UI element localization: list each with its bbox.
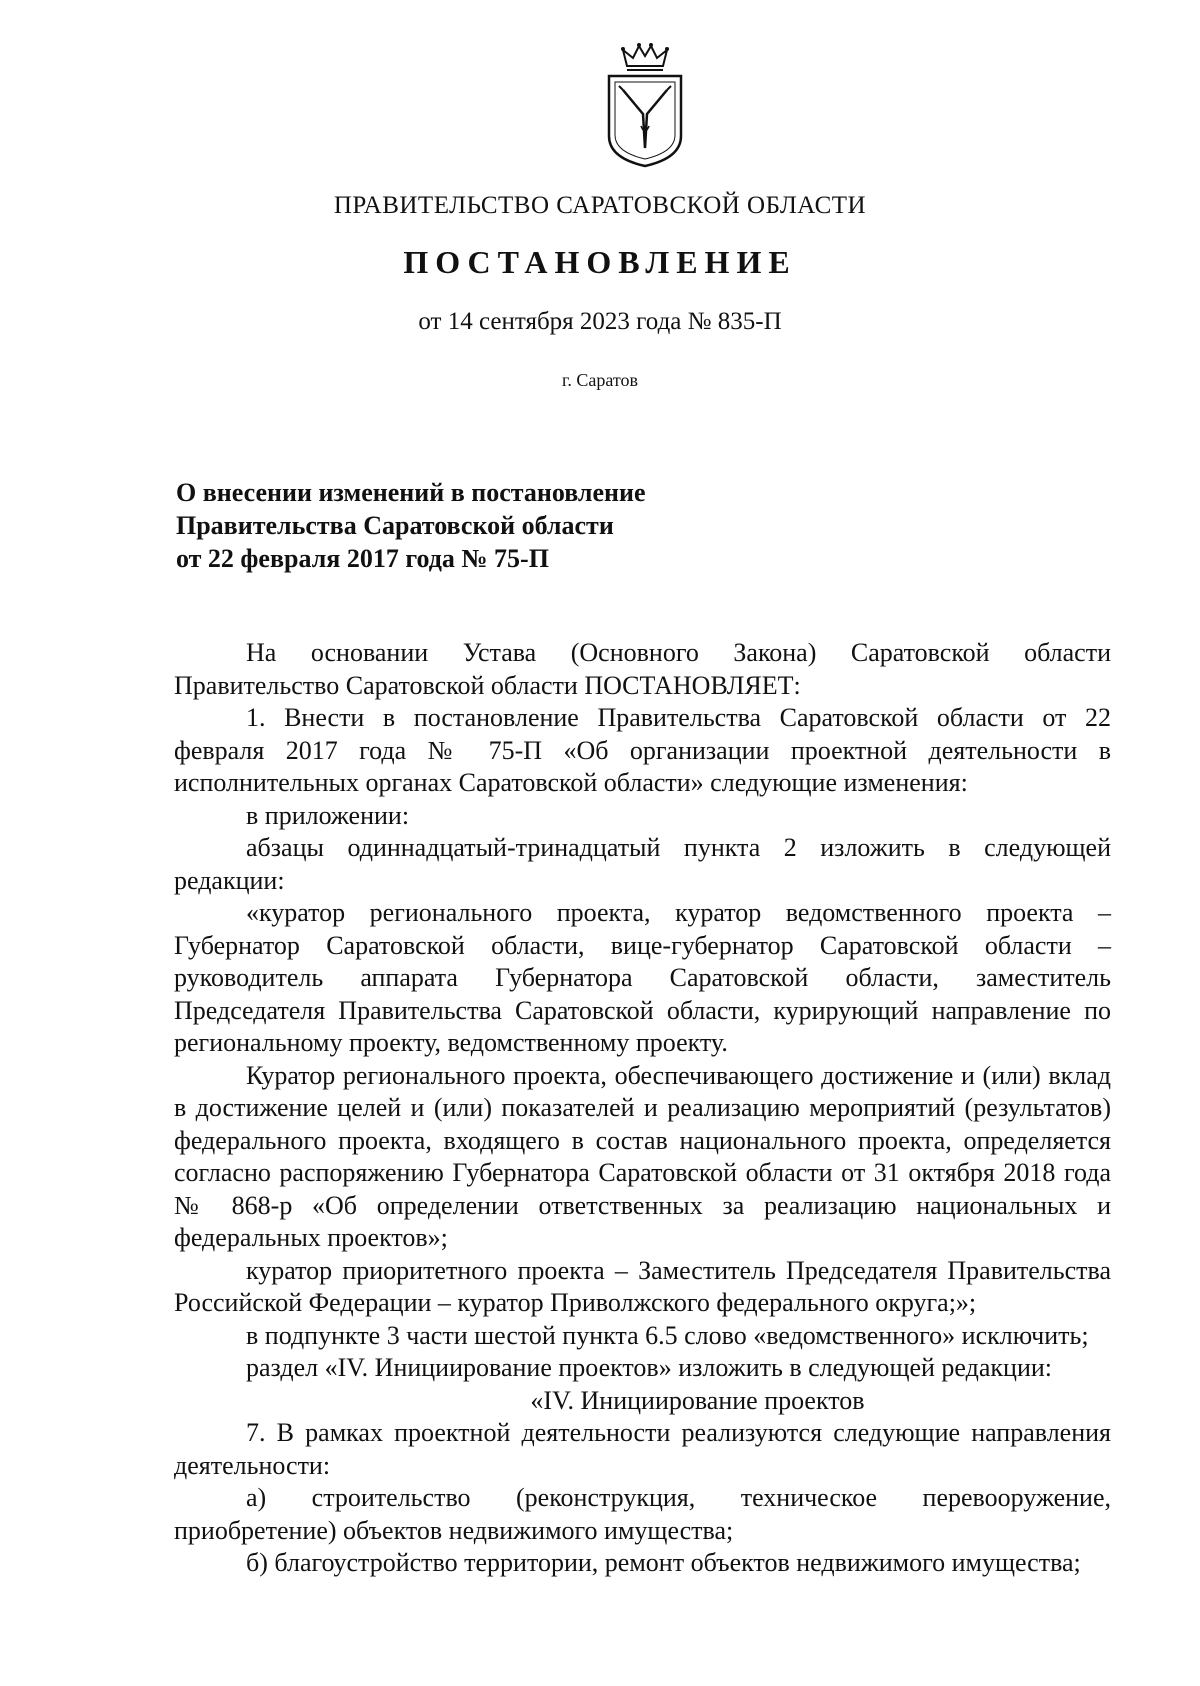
paragraph-curator: «куратор регионального проекта, куратор ведомственного проекта – Губернатор Саратовской области, вице-губернатор Саратовской области – руководитель аппарата Губернатора Саратовской области, заместитель Председателя Правительства Саратовской области, курирующий направление по региональному проекту, ведомственному проекту. <box>174 898 1111 1057</box>
paragraph-curator-regional: Куратор регионального проекта, обеспечивающего достижение и (или) вклад в достижение целей и (или) показателей и реализацию мероприятий (результатов) федерального проекта, входящего в состав национального проекта, определяется согласно распоряжению Губернатора Саратовской области от 31 октября 2018 года № 868-р «Об определении ответственных за реализацию национальных и федеральных проектов»; <box>174 1060 1111 1252</box>
paragraph-subitem-3: в подпункте 3 части шестой пункта 6.5 слово «ведомственного» исключить; <box>246 1320 1089 1350</box>
paragraph-section-iv: раздел «IV. Инициирование проектов» изложить в следующей редакции: <box>246 1353 1052 1382</box>
paragraph-item-a: а) строительство (реконструкция, техническое перевооружение, приобретение) объектов недвижимого имущества; <box>174 1483 1111 1545</box>
paragraph-curator-priority: куратор приоритетного проекта – Заместитель Председателя Правительства Российской Федерации – куратор Приволжского федерального округа;»; <box>174 1255 1111 1317</box>
paragraph-item-1: 1. Внести в постановление Правительства Саратовской области от 22 февраля 2017 года № 75-П «Об организации проектной деятельности в исполнительных органах Саратовской области» следующие изменения: <box>174 703 1111 797</box>
document-date-number: от 14 сентября 2023 года № 835-П <box>418 308 782 335</box>
paragraph-item-7: 7. В рамках проектной деятельности реализуются следующие направления деятельности: <box>174 1418 1111 1480</box>
paragraph-abzacy: абзацы одиннадцатый-тринадцатый пункта 2 изложить в следующей редакции: <box>174 833 1111 895</box>
coat-of-arms-icon <box>603 40 687 168</box>
paragraph-item-b: б) благоустройство территории, ремонт объектов недвижимого имущества; <box>246 1548 1081 1577</box>
title-line-1: О внесении изменений в постановление <box>176 478 646 507</box>
paragraph-preamble: На основании Устава (Основного Закона) Саратовской области Правительство Саратовской области ПОСТАНОВЛЯЕТ: <box>174 638 1111 700</box>
title-line-3: от 22 февраля 2017 года № 75-П <box>176 544 549 573</box>
title-line-2: Правительства Саратовской области <box>176 511 614 540</box>
document-body <box>174 637 1111 1580</box>
document-type: ПОСТАНОВЛЕНИЕ <box>403 244 797 280</box>
paragraph-in-annex: в приложении: <box>246 800 410 830</box>
organization-name: ПРАВИТЕЛЬСТВО САРАТОВСКОЙ ОБЛАСТИ <box>333 192 867 219</box>
document-city: г. Саратов <box>562 370 638 390</box>
document-title <box>176 476 876 575</box>
section-heading: «IV. Инициирование проектов <box>530 1385 865 1415</box>
